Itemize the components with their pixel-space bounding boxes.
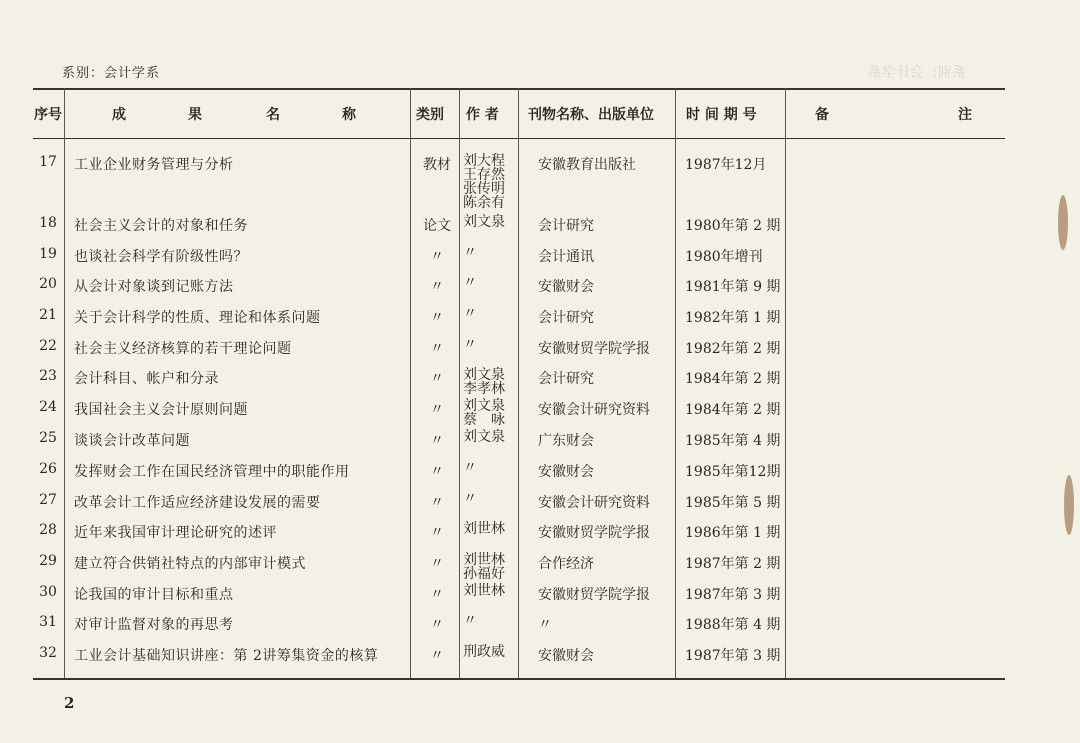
row-date: 1988年第 4 期 (685, 617, 781, 633)
row-date: 1987年第 3 期 (685, 648, 781, 664)
column-divider (785, 88, 786, 678)
row-date: 1987年12月 (685, 157, 767, 173)
column-divider (410, 88, 411, 678)
header-remark-1: 备 (815, 107, 829, 123)
row-title: 会计科目、帐户和分录 (74, 371, 219, 387)
row-publication: 安徽财贸学院学报 (538, 525, 650, 541)
rust-stain (1058, 195, 1068, 250)
rust-stain (1064, 475, 1074, 535)
column-divider (518, 88, 519, 678)
row-title: 对审计监督对象的再思考 (74, 617, 234, 633)
row-category: 〃 (430, 279, 444, 295)
row-title: 谈谈会计改革问题 (74, 433, 190, 449)
row-author: 刘大程 王存然 张传明 陈余有 (463, 153, 505, 211)
row-title: 关于会计科学的性质、理论和体系问题 (74, 310, 321, 326)
row-number: 20 (39, 276, 57, 292)
row-author: 〃 (463, 491, 477, 507)
row-title: 近年来我国审计理论研究的述评 (74, 525, 277, 541)
row-number: 24 (39, 399, 57, 415)
row-title: 论我国的审计目标和重点 (74, 587, 234, 603)
row-date: 1987年第 3 期 (685, 587, 781, 603)
table-header-rule (33, 138, 1005, 139)
column-divider (675, 88, 676, 678)
row-number: 32 (39, 645, 57, 661)
row-category: 〃 (430, 617, 444, 633)
header-title-4: 称 (342, 107, 356, 123)
row-title: 发挥财会工作在国民经济管理中的职能作用 (74, 464, 350, 480)
row-publication: 合作经济 (538, 556, 594, 572)
row-author: 刘文泉 (463, 214, 505, 230)
row-date: 1980年增刊 (685, 249, 763, 265)
row-date: 1987年第 2 期 (685, 556, 781, 572)
header-publication: 刊物名称、出版单位 (528, 107, 654, 123)
row-title: 工业企业财务管理与分析 (74, 157, 234, 173)
column-divider (64, 88, 65, 678)
row-date: 1982年第 2 期 (685, 341, 781, 357)
row-publication: 会计通讯 (538, 249, 594, 265)
header-title-2: 果 (188, 107, 202, 123)
row-author: 刘文泉 李孝林 (463, 367, 505, 397)
row-number: 27 (39, 492, 57, 508)
row-publication: 安徽财会 (538, 464, 594, 480)
row-date: 1980年第 2 期 (685, 218, 781, 234)
row-title: 我国社会主义会计原则问题 (74, 402, 248, 418)
row-author: 〃 (463, 245, 477, 261)
row-category: 〃 (430, 433, 444, 449)
row-publication: 会计研究 (538, 218, 594, 234)
row-date: 1985年第 4 期 (685, 433, 781, 449)
row-category: 〃 (430, 648, 444, 664)
header-date: 时 间 期 号 (686, 107, 757, 123)
row-date: 1984年第 2 期 (685, 402, 781, 418)
row-category: 教材 (423, 157, 451, 173)
row-author: 刘世林 (463, 583, 505, 599)
row-category: 〃 (430, 495, 444, 511)
table-top-rule (33, 88, 1005, 90)
header-author: 作 者 (466, 107, 499, 123)
row-author: 〃 (463, 460, 477, 476)
row-category: 〃 (430, 402, 444, 418)
row-number: 17 (39, 154, 57, 170)
row-date: 1985年第12期 (685, 464, 781, 480)
row-author: 〃 (463, 275, 477, 291)
row-publication: 〃 (538, 617, 552, 633)
row-number: 25 (39, 430, 57, 446)
row-title: 社会主义会计的对象和任务 (74, 218, 248, 234)
row-category: 〃 (430, 249, 444, 265)
row-date: 1985年第 5 期 (685, 495, 781, 511)
row-number: 26 (39, 461, 57, 477)
row-category: 论文 (423, 218, 451, 234)
department-label: 系别：会计学系 (62, 66, 161, 81)
row-category: 〃 (430, 587, 444, 603)
row-number: 23 (39, 368, 57, 384)
row-date: 1986年第 1 期 (685, 525, 781, 541)
row-author: 〃 (463, 337, 477, 353)
header-title-1: 成 (112, 107, 126, 123)
row-number: 19 (39, 246, 57, 262)
row-date: 1982年第 1 期 (685, 310, 781, 326)
row-author: 刘文泉 蔡 咏 (463, 398, 505, 428)
row-category: 〃 (430, 371, 444, 387)
row-number: 18 (39, 215, 57, 231)
row-number: 22 (39, 338, 57, 354)
header-number: 序号 (34, 107, 62, 123)
row-author: 〃 (463, 613, 477, 629)
row-title: 建立符合供销社特点的内部审计模式 (74, 556, 306, 572)
row-title: 改革会计工作适应经济建设发展的需要 (74, 495, 321, 511)
row-number: 21 (39, 307, 57, 323)
row-number: 31 (39, 614, 57, 630)
row-publication: 安徽财会 (538, 279, 594, 295)
page-number: 2 (64, 694, 75, 712)
row-publication: 安徽会计研究资料 (538, 402, 650, 418)
row-date: 1984年第 2 期 (685, 371, 781, 387)
row-category: 〃 (430, 341, 444, 357)
header-remark-2: 注 (958, 107, 972, 123)
row-author: 〃 (463, 306, 477, 322)
row-date: 1981年第 9 期 (685, 279, 781, 295)
row-publication: 安徽财会 (538, 648, 594, 664)
row-publication: 安徽财贸学院学报 (538, 587, 650, 603)
row-title: 从会计对象谈到记账方法 (74, 279, 234, 295)
row-author: 刑政威 (463, 644, 505, 660)
row-publication: 安徽教育出版社 (538, 157, 636, 173)
row-number: 29 (39, 553, 57, 569)
row-publication: 安徽财贸学院学报 (538, 341, 650, 357)
row-publication: 会计研究 (538, 310, 594, 326)
row-title: 社会主义经济核算的若干理论问题 (74, 341, 292, 357)
header-title-3: 名 (266, 107, 280, 123)
row-category: 〃 (430, 556, 444, 572)
bleed-through-text: 系别：会计学系 (868, 65, 966, 81)
table-bottom-rule (33, 678, 1005, 680)
row-category: 〃 (430, 525, 444, 541)
row-category: 〃 (430, 310, 444, 326)
row-author: 刘世林 (463, 521, 505, 537)
row-publication: 安徽会计研究资料 (538, 495, 650, 511)
row-publication: 会计研究 (538, 371, 594, 387)
row-title: 也谈社会科学有阶级性吗？ (74, 249, 248, 265)
row-author: 刘文泉 (463, 429, 505, 445)
row-publication: 广东财会 (538, 433, 594, 449)
row-author: 刘世林 孙福好 (463, 552, 505, 582)
row-number: 28 (39, 522, 57, 538)
row-title: 工业会计基础知识讲座：第 2讲筹集资金的核算 (74, 648, 379, 664)
header-category: 类别 (416, 107, 444, 123)
row-category: 〃 (430, 464, 444, 480)
row-number: 30 (39, 584, 57, 600)
